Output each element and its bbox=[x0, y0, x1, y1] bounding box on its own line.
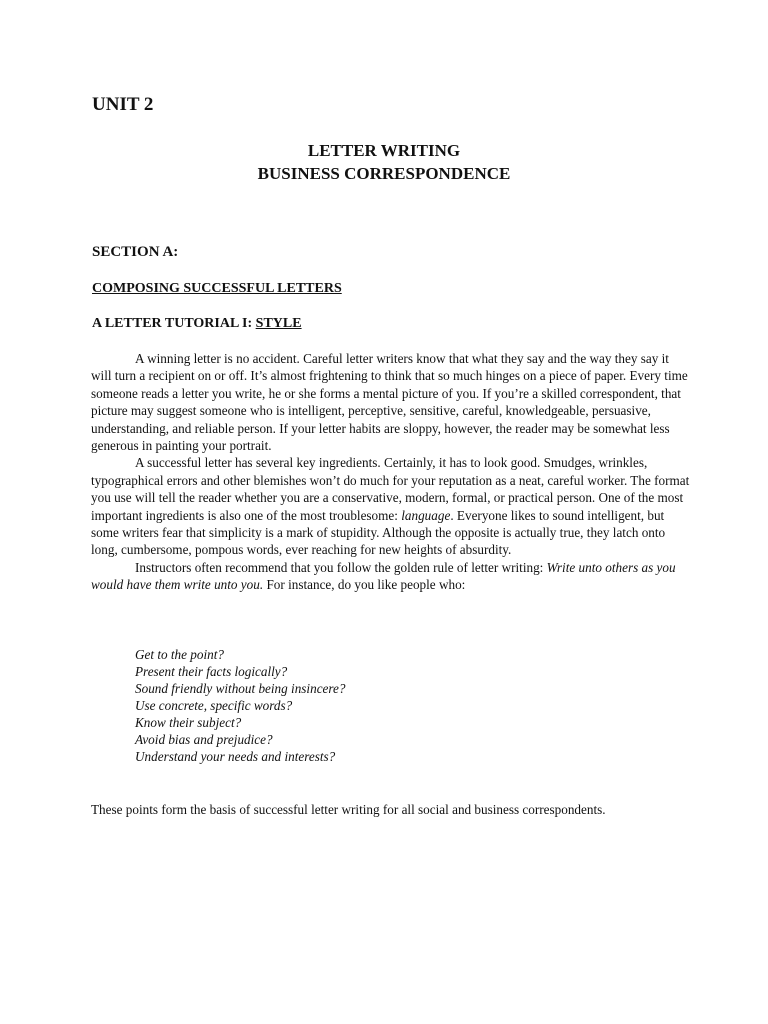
body-text bbox=[91, 350, 691, 594]
subheading: COMPOSING SUCCESSFUL LETTERS bbox=[92, 281, 342, 296]
question-list bbox=[135, 646, 346, 765]
section-heading: SECTION A: bbox=[92, 244, 179, 260]
list-item: Present their facts logically? bbox=[135, 664, 288, 679]
paragraph-2-part-a: A successful letter has several key ingredients. Certainly, it has to look good. Smudges, wrinkles, typographical errors and other blemishes won’t do much for your reputation as a neat, careful worker. The format you use will tell the reader whether you are a conservative, modern, formal, or practical person. One of the most important ingredients is also one of the most troublesome: bbox=[91, 455, 690, 523]
paragraph-3-part-a: Instructors often recommend that you follow the golden rule of letter writing: bbox=[135, 559, 547, 575]
paragraph-2-part-b: . Everyone likes to sound intelligent, but some writers fear that simplicity is a mark of stupidity. Although the opposite is actually true, they latch onto long, cumbersome, pompous words, ever reaching for new heights of absurdity. bbox=[91, 507, 666, 558]
list-item: Sound friendly without being insincere? bbox=[135, 681, 346, 696]
list-item: Avoid bias and prejudice? bbox=[135, 732, 273, 747]
unit-heading: UNIT 2 bbox=[92, 94, 154, 115]
title-line-1: LETTER WRITING bbox=[307, 141, 461, 160]
list-item: Get to the point? bbox=[135, 647, 225, 662]
title-line-2: BUSINESS CORRESPONDENCE bbox=[257, 164, 511, 183]
tutorial-prefix: A LETTER TUTORIAL I: bbox=[92, 316, 256, 331]
tutorial-style-word: STYLE bbox=[255, 316, 302, 331]
list-item: Use concrete, specific words? bbox=[135, 698, 293, 713]
paragraph-2-emphasis: language bbox=[401, 507, 451, 523]
paragraph-1: A winning letter is no accident. Careful letter writers know that what they say and the way they say it will turn a recipient on or off. It’s almost frightening to think that so much hinges on a piece of paper. Every time someone reads a letter you write, he or she forms a mental picture of you. If you’re a skilled correspondent, that picture may suggest someone who is intelligent, perceptive, sensitive, careful, knowledgeable, persuasive, understanding, and reliable person. If your letter habits are sloppy, however, the reader may be somewhat less generous in painting your portrait. bbox=[91, 351, 688, 454]
paragraph-2 bbox=[91, 454, 691, 558]
list-item: Understand your needs and interests? bbox=[135, 749, 336, 764]
paragraph-3-part-b: For instance, do you like people who: bbox=[263, 577, 466, 593]
tutorial-heading bbox=[92, 316, 302, 332]
paragraph-3 bbox=[91, 559, 691, 594]
paragraph-3-emphasis: Write unto others as you would have them write unto you. bbox=[91, 559, 676, 593]
closing-paragraph: These points form the basis of successful letter writing for all social and business correspondents. bbox=[91, 802, 606, 817]
list-item: Know their subject? bbox=[135, 715, 242, 730]
